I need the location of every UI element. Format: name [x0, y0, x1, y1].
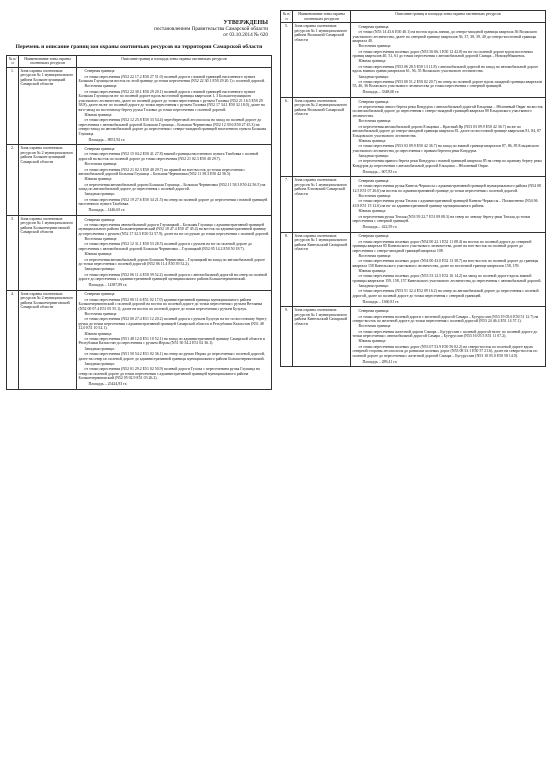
zone-area: Площадь – 1360,81 га [362, 299, 399, 304]
approval-line-2: от 03.10.2014 № 620 [223, 32, 268, 38]
left-column [6, 10, 272, 760]
boundary-text: от точки пересечения (N53 03 09.9 E50 42 36.7) на запад по южной границе кварталов 87, 86, 85 Ельцовского участкового лесничества до пересечения с правым берегом реки Кондурча. [352, 144, 540, 153]
boundary-text: от точки пересечения полевых дорог (N54 00 43.0 E52 13 38.7) на юго-восток по полевой дороге до границы квартала 158 Кинельского участкового лесничества, далее по восточной границе кварталов 158, 159. [352, 259, 539, 268]
document-title: Перечень и описание границ зон охраны охотничьих ресурсов на территории Самарской области [15, 44, 263, 50]
table-row [281, 23, 546, 98]
boundary-heading: Южная граница: [84, 177, 113, 182]
table-body-left [7, 67, 272, 389]
boundary-heading: Южная граница: [358, 59, 387, 64]
row-number: 9. [281, 307, 293, 367]
boundary-heading: Восточная граница: [358, 194, 392, 199]
zones-table-right [280, 10, 546, 367]
boundary-heading: Северная граница: [358, 99, 390, 104]
row-number: 7. [281, 177, 293, 232]
zone-name: Зона охраны охотничьих ресурсов № 1 муниципального района Кинельский Самарской области [293, 232, 351, 307]
boundary-heading: Северная граница: [358, 179, 390, 184]
zone-name: Зона охраны охотничьих ресурсов № 2 муниципального района Волжский Самарской области [293, 97, 351, 176]
boundary-text: от точки пересечения (N52 01 29.2 E51 02 50.9) полевой дороги Гусиха с пересечением ручья Глушица на север по полевой дороге до точки пересечения с административной границей муниципального района Большечерниговский (N52 05 02.9 E51 03 26.2). [78, 367, 260, 381]
boundary-heading: Восточная граница: [358, 253, 392, 258]
zone-area: Площадь – 1446,65 га [88, 208, 125, 213]
column-header-num: № п/п [281, 11, 293, 23]
boundary-text: от точки пересечения автомобильной дороги Глушицкий – Большая Глушица с административной границей муниципального района Большечерниговский (N52 18 47.4 E50 47 45.4) на восток по административной границе до пересечения с ручьем (N52 17 32.5 E50 52 57.9), далее на юг по ручью до точки пересечения с полевой дорогой. [78, 222, 270, 236]
boundary-text: от пересечения автомобильной дороги Большая Глушица – Большая Черниговка (N52 11 58.3 E50 42 56.5) на запад по автомобильной дороге до пересечения с полевой дорогой. [78, 182, 266, 192]
boundary-text: от точки пересечения (N51 50 54.2 E51 02 36.1) на север по ручью Иерлы до пересечения с полевой дорогой, далее на север по полевой дороге до административной границы муниципального района Большечерниговский. [78, 352, 265, 361]
table-row [281, 97, 546, 176]
row-number: 5. [281, 23, 293, 98]
boundary-heading: Северная граница: [358, 24, 390, 29]
boundary-text: от точки пересечения (N52 00 11.6 E51 02 17.0) административной границы муниципального района Большечерниговский с полевой дорогой на восток по полевой дороге до точки пересечения с ручьем Ветлянка (N52 00 07.4 E51 05 55.1), далее на восток по полевой дороге до точки пересечения с ручьем Бузулук. [78, 297, 263, 311]
zone-description [77, 145, 272, 215]
zone-name: Зона охраны охотничьих ресурсов № 2 муниципального района Большечерниговский Самарской области [19, 290, 77, 389]
boundary-text: от точки пересечения (N53 00 51.2 E50 02 20.7) на север по полевой дороге вдоль западной границы кварталов 55, 46, 36 Волжского участкового лесничества до точки пересечения с северной границей. [352, 79, 543, 89]
table-row [7, 145, 272, 215]
boundary-heading: Северная граница: [84, 147, 116, 152]
zone-description [351, 23, 546, 98]
boundary-heading: Южная граница: [358, 269, 387, 274]
boundary-heading: Южная граница: [358, 339, 387, 344]
boundary-text: от точки пересечения (N52 00 27.4 E51 12 20.2) полевой дороги с ручьем Бузулук на юг по восточному берегу ручья до точки пересечения с административной границей Самарской области и Республики Казахстан (N51 48 12.0 E51 10 52.1). [78, 317, 267, 331]
boundary-heading: Западная граница: [358, 74, 389, 79]
boundary-heading: Южная граница: [84, 331, 113, 336]
table-row [7, 290, 272, 389]
boundary-heading: Северная граница: [84, 292, 116, 297]
column-header-num: № п/п [7, 55, 19, 67]
boundary-text: от точки пересечения полевых дорог (N53 07 53.9 E50 56 02.2) на северо-восток по полевой дороге вдоль северной стороны лесополосы до развилки полевых дорог (N53 08 33.1 E50 57 21.6), далее на северо-восток по полевой дороге до пересечения с железной дорогой Самара – Бугуруслан (N53 10 05.0 E50 58 14.0). [352, 344, 538, 358]
zone-area: Площадь – 14387,89 га [88, 283, 127, 288]
boundary-text: от пересечения левого берега реки Кондурча с автомобильной дорогой Ельцовка – Яблоневый Овраг на восток по автомобильной дороге до пересечения с северо-западной границей квартала 80 Ельцовского участкового лесничества. [352, 104, 543, 118]
table-body-right [281, 23, 546, 367]
zone-area: Площадь – 3348,60 га [362, 90, 399, 95]
zone-area: Площадь – 289,41 га [362, 359, 397, 364]
boundary-text: от точки пересечения (N52 15 04.2 E50 41 27.8) южной границы населенного пункта Тамбовка с полевой дорогой на восток по полевой дороге до точки пересечения (N52 21 02.3 E50 40 29.7). [78, 152, 259, 161]
boundary-text: от пересечения автомобильной дороги Большая Черниговка – Глушицкий на запад по автомобильной дороге до точки пересечения с полевой дорогой (N52 06 11.4 E50 39 52.2). [78, 257, 265, 267]
boundary-text: от точки пересечения (N53 51 32.4 E52 09 16.2) на север по автомобильной дороге до пересечения с полевой дорогой, далее по полевой дороге до точки пересечения с северной границей. [352, 289, 539, 298]
boundary-text: от точки (N53 14 43.6 E50 40.1) на восток вдоль линии, до северо-западной границы квартала 36 Волжского участкового лесничества, далее по северной границе кварталов 36, 37, 38, 39, 40 до северо-восточной границы квартала 40. [352, 30, 538, 44]
boundary-heading: Северная граница: [84, 69, 116, 74]
table-row [281, 177, 546, 232]
boundary-heading: Южная граница: [358, 138, 387, 143]
boundary-heading: Восточная граница: [358, 324, 392, 329]
approved-label: УТВЕРЖДЕНЫ [223, 20, 268, 26]
boundary-heading: Северная граница: [358, 234, 390, 239]
approval-line-1: постановлением Правительства Самарской области [154, 26, 268, 32]
row-number: 4. [7, 290, 19, 389]
boundary-text: от точки пересечения ручья Теплая с административной границей Кинель-Черкассы – Похвистнево (N54 06 43.8 E51 15 12.6) на юг по административной границе муниципального района. [352, 199, 538, 208]
column-header-desc: Описание границ и площадь зоны охраны охотничьих ресурсов [351, 11, 546, 23]
boundary-heading: Западная граница: [84, 267, 115, 272]
boundary-text: от пересечения правого берега реки Кондурча с южной границей квартала 85 на север по правому берегу реки Кондурча до пересечения с автомобильной дорогой Ельцовка – Яблоневый Овраг. [352, 159, 542, 168]
boundary-heading: Западная граница: [84, 192, 115, 197]
zone-description [77, 67, 272, 145]
table-row [7, 215, 272, 290]
boundary-text: от точки пересечения полевой дороги с железной дорогой Самара – Бугуруслан (N53 19 05.6 E50 51 12.7) на северо-восток по железной дороге до точки пересечения с полевой дорогой (N53 24 46.4 E51 14 57.1). [352, 314, 539, 323]
boundary-text: от пересечения ручья Теплая (N53 59 22.7 E51 09 08.3) на север по левому берегу реки Теплая до точки пересечения с северной границей. [352, 214, 530, 224]
zones-table-left [6, 55, 272, 390]
zone-area: Площадь – 422,59 га [362, 225, 397, 230]
boundary-heading: Восточная граница: [84, 237, 118, 242]
approval-header [6, 20, 272, 38]
boundary-heading: Восточная граница: [84, 312, 118, 317]
zone-name: Зона охраны охотничьих ресурсов № 1 муниципального района Большечерниговский Самарской области [19, 215, 77, 290]
boundary-heading: Восточная граница: [84, 162, 118, 167]
boundary-text: от точки пересечения (N52 21 02.3 E50 40 29.7) по прямой на юго-восток до точки пересечения с автомобильной дорогой Большая Глушица – Большая Черниговка (N52 11 58.3 E50 42 56.5). [78, 167, 246, 177]
column-header-name: Наименование зоны охраны охотничьих ресурсов [19, 55, 77, 67]
table-header-row [7, 55, 272, 67]
boundary-text: от точки пересечения (N52 22 17.2 E50 27 51.0) полевой дороги с южной границей населенного пункта Большая Глушица на восток по этой границе до точки пересечения (N52 22 30.1 E50 29 20.1) с полевой дорогой. [78, 74, 266, 84]
boundary-heading: Западная граница: [84, 361, 115, 366]
boundary-heading: Южная граница: [84, 252, 113, 257]
boundary-heading: Западная граница: [358, 153, 389, 158]
row-number: 2. [7, 145, 19, 215]
row-number: 3. [7, 215, 19, 290]
zone-name: Зона охраны охотничьих ресурсов № 2 муниципального района Большеглушицкий Самарской области [19, 145, 77, 215]
zone-area: Площадь – 8851,92 га [88, 137, 125, 142]
boundary-text: от точки пересечения (N53 06 28.5 E50 13 11.8) с автомобильной дорогой на запад по автомобильной дороге вдоль южных границ кварталов 61, 56, 55 Волжского участкового лесничества. [352, 64, 539, 74]
zone-description [77, 215, 272, 290]
boundary-text: от точки пересечения (N52 12 31.1 E50 53 28.5) полевой дороги с ручьем на юг по полевой дороге до пересечения с автомобильной дорогой Большая Черниговка – Глушицкий (N52 05 14.2 E50 50 18.7). [78, 242, 252, 251]
row-number: 6. [281, 97, 293, 176]
row-number: 8. [281, 232, 293, 307]
right-column [280, 10, 546, 760]
boundary-heading: Южная граница: [84, 113, 113, 118]
zone-name: Зона охраны охотничьих ресурсов № 1 муниципального района Елховский Самарской области [293, 177, 351, 232]
boundary-heading: Восточная граница: [84, 84, 118, 89]
boundary-heading: Северная граница: [358, 309, 390, 314]
boundary-heading: Западная граница: [358, 284, 389, 289]
boundary-text: от точки пересечения ручья Кинель-Черкассы с административной границей муниципального района (N54 08 12.5 E51 07 26.6) на восток по административной границе до точки пересечения с полевой дорогой. [352, 184, 541, 193]
boundary-text: от пересечения автомобильной дороги Ельцовка – Красный Яр (N53 03 09.9 E50 42 36.7) на юг по автомобильной дороге до северо-западной границы квартала 81, далее по восточной границе кварталов 81, 84, 87 Ельцовского участкового лесничества. [352, 124, 541, 138]
boundary-heading: Западная граница: [84, 346, 115, 351]
zone-description [351, 177, 546, 232]
boundary-text: от точки пересечения (N52 06 11.4 E50 39 52.2) полевой дороги с автомобильной дорогой на север по полевой дороге до пересечения с административной границей муниципального района Большечерниговский. [78, 272, 268, 282]
boundary-heading: Восточная граница: [358, 119, 392, 124]
boundary-text: от точки пересечения полевых дорог (N53 56 06.1 E50 12 42.8) на юг по полевой дороге вдоль восточных границ кварталов 40, 51, 61 до точки пересечения с автомобильной дорогой Самара – Новокуйбышевск. [352, 49, 533, 59]
table-row [281, 307, 546, 367]
column-header-desc: Описание границ и площадь зоны охраны охотничьих ресурсов [77, 55, 272, 67]
zone-description [351, 232, 546, 307]
zone-description [77, 290, 272, 389]
boundary-text: от точки пересечения полевых дорог (N54 00 22.1 E52 11 08.4) на восток по полевой дороге до северной границы квартала 85 Кинельского участкового лесничества, далее на юго-восток по полевой дороге до пересечения с северо-западной границей квартала 108. [352, 239, 532, 253]
table-row [7, 67, 272, 145]
zone-area: Площадь – 607,83 га [362, 169, 397, 174]
zone-area: Площадь – 25424,93 га [88, 382, 127, 387]
boundary-heading: Восточная граница: [358, 44, 392, 49]
row-number: 1. [7, 67, 19, 145]
zone-description [351, 97, 546, 176]
zone-name: Зона охраны охотничьих ресурсов № 1 муниципального района Волжский Самарской области [293, 23, 351, 98]
boundary-text: от точки пересечения (N52 12 25.8 E50 33 54.4) черезбереговой лесополосы на запад по полевой дороге до пересечения с автомобильной дорогой Большая Глушица – Большая Черниговка (N52 12 39.6 E50 27 45.3) на северо-запад по автомобильной дороге до пересечения с северо-западной границей населенного пункта Большая Глушица. [78, 118, 267, 136]
boundary-heading: Северная граница: [84, 217, 116, 222]
table-row [281, 232, 546, 307]
boundary-text: от точки пересечения железной дороги Самара – Бугуруслан с полевой дорогой на юг по полевой дороге до точки пересечения с автомобильной дорогой Самара – Бугуруслан (N53 16 05.5 E51 11 07.2). [352, 329, 538, 339]
boundary-text: от точки пересечения (N51 48 12.0 E51 10 52.1) на запад по административной границе Самарской области и Республики Казахстан до пересечения с ручьем Иерлы (N51 50 54.2 E51 02 36.1). [78, 336, 265, 346]
zone-description [351, 307, 546, 367]
zone-name: Зона охраны охотничьих ресурсов № 1 муниципального района Большеглушицкий Самарской области [19, 67, 77, 145]
boundary-text: от точки пересечения полевых дорог (N53 53 12.5 E52 16 14.2) на запад по полевой дороге вдоль южной границы кварталов 159, 158, 157 Кинельского участкового лесничества до пересечения с автомобильной дорогой. [352, 274, 542, 283]
zone-name: Зона охраны охотничьих ресурсов № 1 муниципального района Кинельский Самарской области [293, 307, 351, 367]
column-header-name: Наименование зоны охраны охотничьих ресурсов [293, 11, 351, 23]
table-header-row [281, 11, 546, 23]
boundary-heading: Южная граница: [358, 209, 387, 214]
boundary-text: от точки пересечения (N52 22 30.1 E50 29 20.1) полевой дороги с южной границей населенного пункта Большая Глушица на юг по полевой дороге вдоль восточной границы кварталов 1, 3 Большеглушицкого участкового лесничества, далее по полевой дороге до точки пересечения с ручьем Таловка (N52 21 16.5 E50 29 38.8), далее на юг по полевой дороге до точки пересечения с ручьем Таловка (N52 17 34.1 E50 32 18.0), далее на юго-запад по восточному берегу ручья Таловка до точки пересечения с полевой дорогой. [78, 89, 265, 112]
boundary-text: от точки пересечения (N52 19 27.6 E50 34 21.5) на север по полевой дороге до пересечения с южной границей населенного пункта Тамбовка. [78, 197, 268, 207]
